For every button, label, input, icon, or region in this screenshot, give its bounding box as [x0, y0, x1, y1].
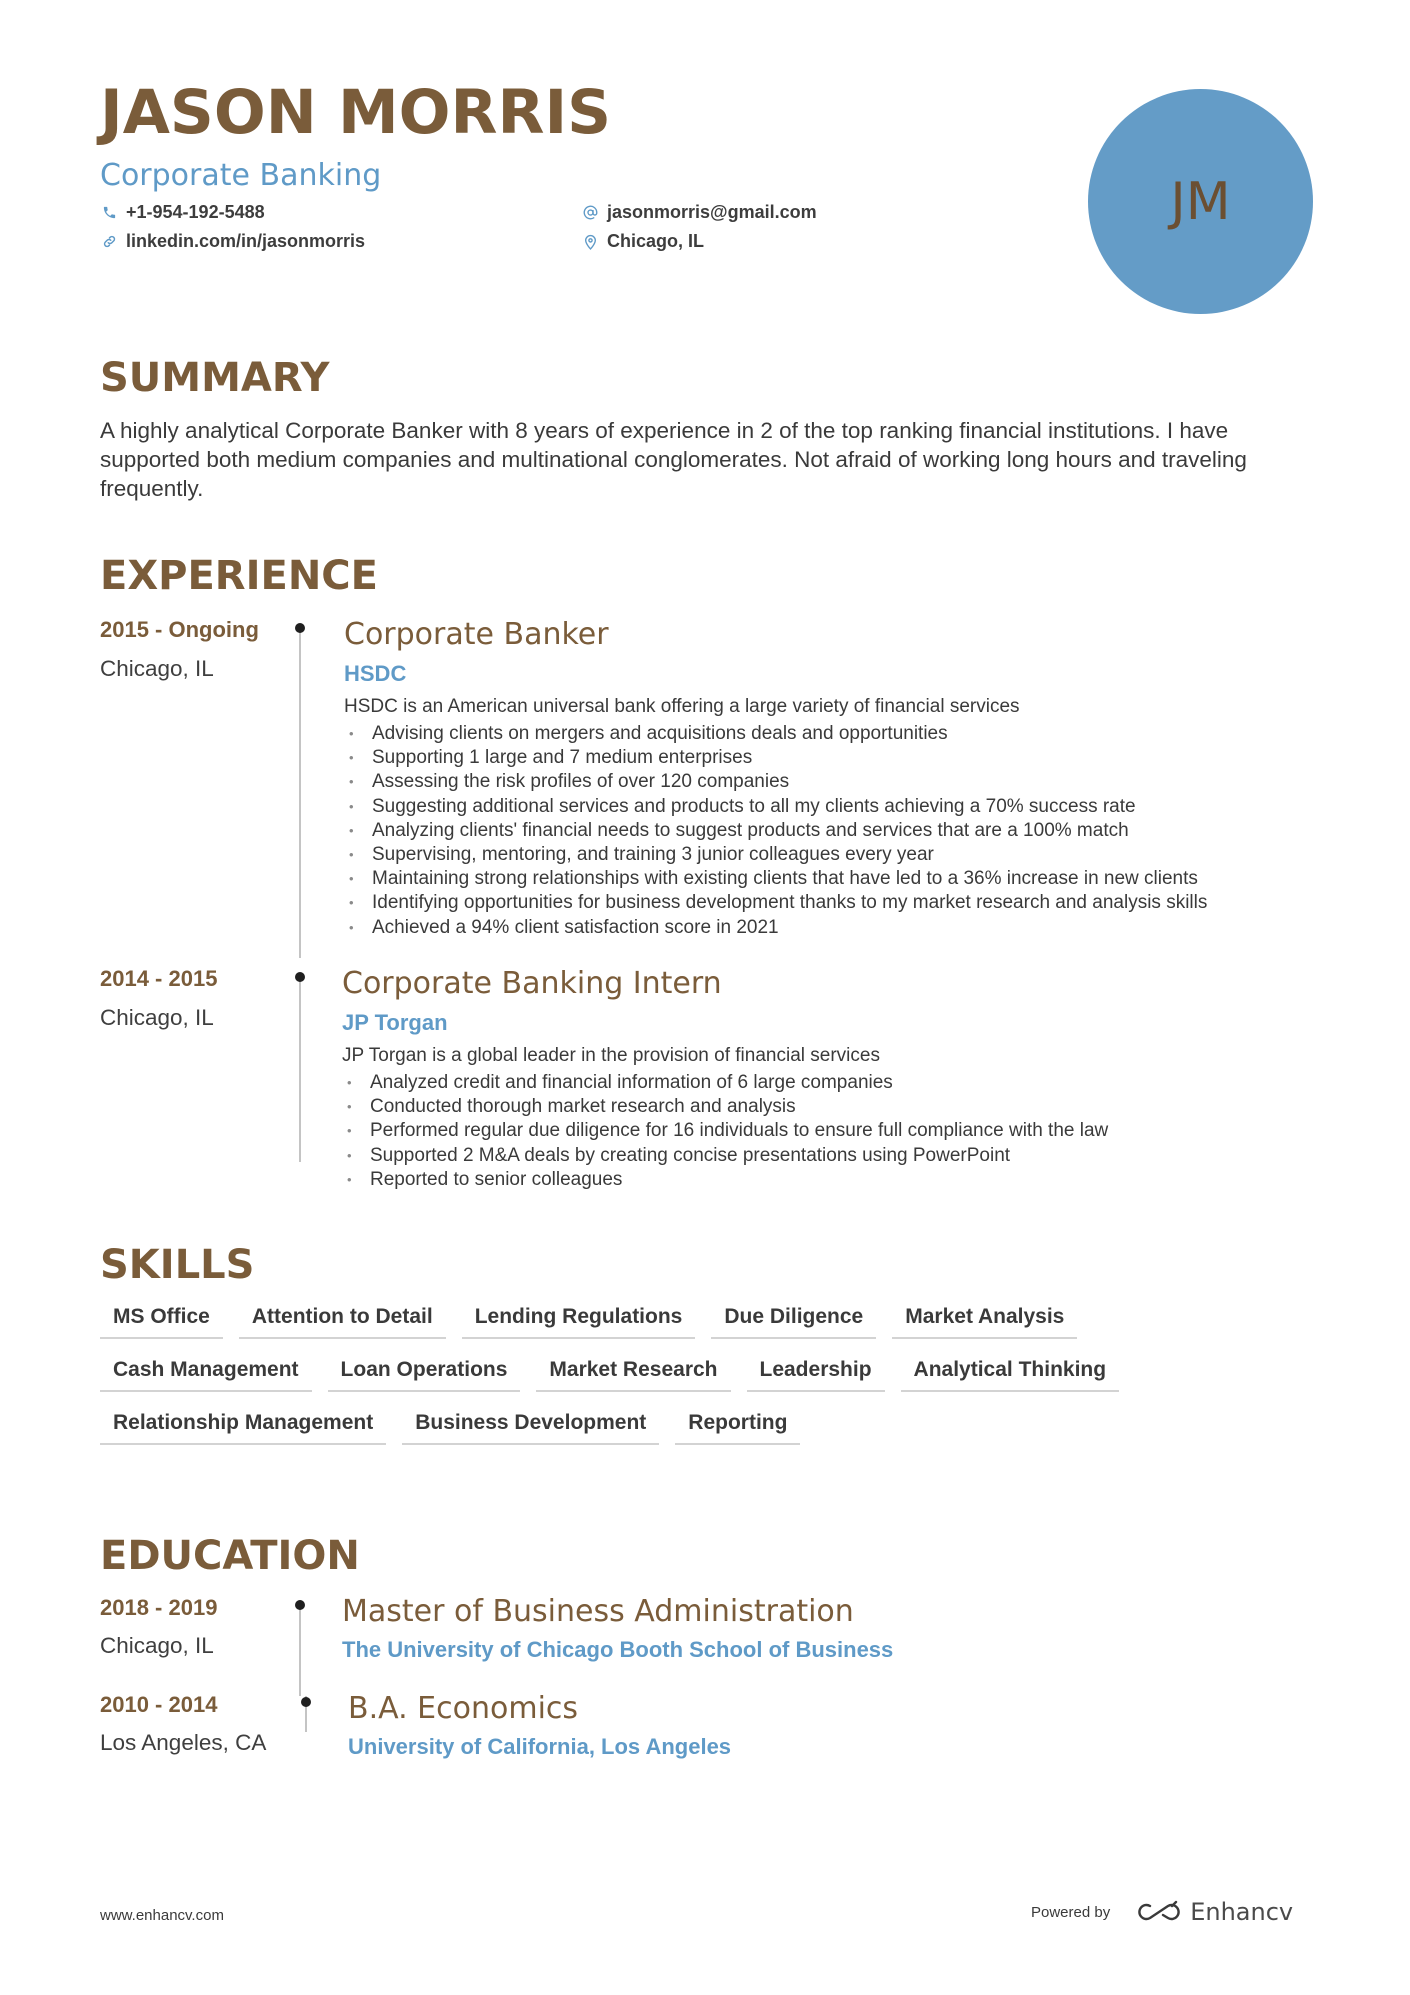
edu-school: The University of Chicago Booth School of Business: [342, 1637, 894, 1662]
list-item: • Advising clients on mergers and acquisitions deals and opportunities: [344, 722, 1207, 746]
job-dates: 2014 - 2015: [100, 966, 218, 991]
timeline-line: [299, 628, 301, 958]
edu-school: University of California, Los Angeles: [348, 1734, 732, 1759]
list-item: • Identifying opportunities for business development thanks to my market research and analysis skills: [344, 891, 1207, 915]
skills-list: [100, 1305, 1320, 1464]
contact-linkedin[interactable]: [100, 231, 365, 252]
edu-degree: B.A. Economics: [348, 1691, 579, 1726]
edu-dates: 2018 - 2019: [100, 1595, 218, 1620]
skills-heading: SKILLS: [100, 1242, 255, 1288]
education-heading: EDUCATION: [100, 1533, 360, 1579]
list-item: • Analyzing clients' financial needs to suggest products and services that are a 100% match: [344, 819, 1207, 843]
timeline-dot: [295, 623, 305, 633]
phone-text: +1-954-192-5488: [126, 202, 265, 222]
list-item: • Supporting 1 large and 7 medium enterprises: [344, 746, 1207, 770]
at-icon: [581, 204, 599, 222]
job-company: JP Torgan: [342, 1010, 448, 1035]
job-bullets: [344, 722, 1207, 940]
list-item: • Performed regular due diligence for 16 individuals to ensure full compliance with the law: [342, 1119, 1108, 1143]
job-description: HSDC is an American universal bank offering a large variety of financial services: [344, 696, 1020, 717]
timeline-line: [299, 1600, 301, 1696]
candidate-name: JASON MORRIS: [100, 77, 612, 148]
timeline-dot: [295, 1600, 305, 1610]
job-title: Corporate Banking Intern: [342, 966, 722, 1001]
footer-brand[interactable]: [1031, 1898, 1293, 1926]
timeline-line: [299, 976, 301, 1162]
skill-tag: Lending Regulations: [462, 1305, 696, 1339]
list-item: • Assessing the risk profiles of over 120 companies: [344, 770, 1207, 794]
footer-website[interactable]: www.enhancv.com: [100, 1907, 224, 1924]
job-location: Chicago, IL: [100, 1005, 214, 1030]
edu-dates: 2010 - 2014: [100, 1692, 218, 1717]
enhancv-logo: [1136, 1898, 1293, 1926]
location-text: Chicago, IL: [607, 231, 705, 251]
contact-phone: [100, 202, 265, 223]
edu-location: Los Angeles, CA: [100, 1730, 267, 1755]
skill-tag: MS Office: [100, 1305, 223, 1339]
skill-tag: Analytical Thinking: [901, 1358, 1120, 1392]
summary-heading: SUMMARY: [100, 355, 330, 401]
skill-tag: Relationship Management: [100, 1411, 386, 1445]
skill-tag: Cash Management: [100, 1358, 312, 1392]
timeline-dot: [295, 972, 305, 982]
map-pin-icon: [581, 233, 599, 251]
timeline-dot: [301, 1697, 311, 1707]
job-dates: 2015 - Ongoing: [100, 617, 259, 642]
skills-row: [100, 1358, 1320, 1392]
edu-degree: Master of Business Administration: [342, 1594, 854, 1629]
avatar: [1088, 89, 1313, 314]
list-item: • Supervising, mentoring, and training 3 junior colleagues every year: [344, 843, 1207, 867]
list-item: • Analyzed credit and financial information of 6 large companies: [342, 1071, 1108, 1095]
contact-email[interactable]: [581, 202, 817, 223]
skill-tag: Market Research: [536, 1358, 730, 1392]
list-item: • Reported to senior colleagues: [342, 1168, 1108, 1192]
skill-tag: Due Diligence: [711, 1305, 876, 1339]
list-item: • Achieved a 94% client satisfaction score in 2021: [344, 916, 1207, 940]
skill-tag: Leadership: [747, 1358, 885, 1392]
job-description: JP Torgan is a global leader in the provision of financial services: [342, 1045, 880, 1066]
list-item: • Supported 2 M&A deals by creating concise presentations using PowerPoint: [342, 1144, 1108, 1168]
contact-location: [581, 231, 704, 252]
brand-text: Enhancv: [1190, 1898, 1294, 1926]
job-title: Corporate Banker: [344, 617, 609, 652]
link-icon: [100, 233, 118, 251]
email-text: jasonmorris@gmail.com: [607, 202, 817, 222]
skill-tag: Reporting: [675, 1411, 800, 1445]
candidate-role: Corporate Banking: [100, 158, 382, 193]
avatar-initials: JM: [1170, 171, 1231, 232]
skill-tag: Loan Operations: [328, 1358, 521, 1392]
skills-row: [100, 1411, 1320, 1445]
enhancv-logo-icon: [1136, 1900, 1182, 1924]
skill-tag: Attention to Detail: [239, 1305, 446, 1339]
summary-text: A highly analytical Corporate Banker with 8 years of experience in 2 of the top ranking financial institutions. I have supported both medium companies and multinational conglomerates. Not afraid of working long hours and traveling frequently.: [100, 418, 1247, 501]
skill-tag: Business Development: [402, 1411, 659, 1445]
list-item: • Maintaining strong relationships with existing clients that have led to a 36% increase in new clients: [344, 867, 1207, 891]
powered-by-label: Powered by: [1031, 1903, 1111, 1921]
phone-icon: [100, 204, 118, 222]
job-company: HSDC: [344, 661, 407, 686]
job-bullets: [342, 1071, 1108, 1192]
linkedin-text: linkedin.com/in/jasonmorris: [126, 231, 366, 251]
skill-tag: Market Analysis: [892, 1305, 1077, 1339]
list-item: • Conducted thorough market research and analysis: [342, 1095, 1108, 1119]
list-item: • Suggesting additional services and products to all my clients achieving a 70% success rate: [344, 795, 1207, 819]
edu-location: Chicago, IL: [100, 1633, 214, 1658]
job-location: Chicago, IL: [100, 656, 214, 681]
experience-heading: EXPERIENCE: [100, 553, 378, 599]
skills-row: [100, 1305, 1320, 1339]
